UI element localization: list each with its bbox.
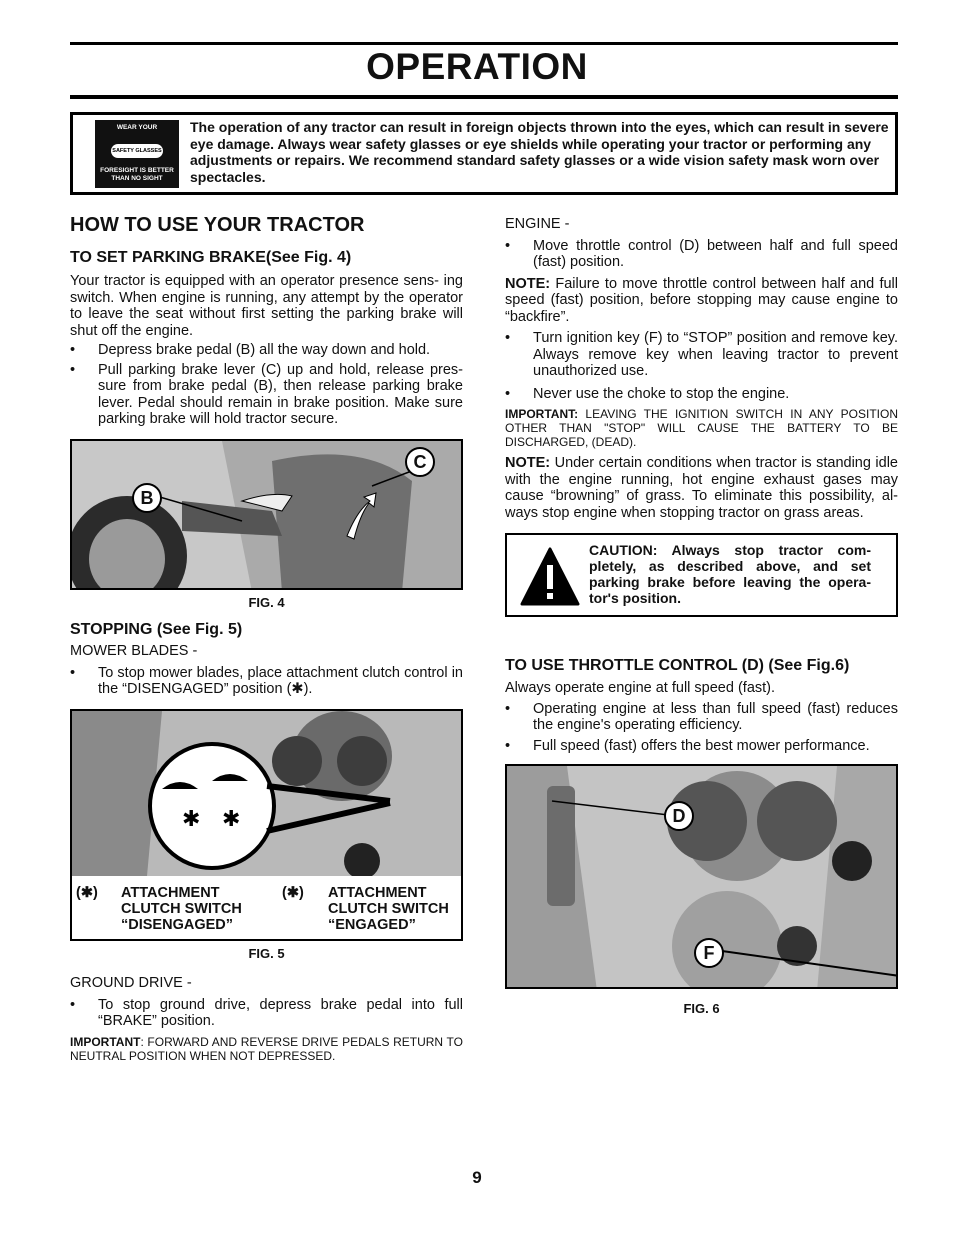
stopping-title: STOPPING (See Fig. 5) xyxy=(70,621,243,638)
clutch-engaged-label: (✱) ATTACHMENT CLUTCH SWITCH “ENGAGED” xyxy=(282,885,449,933)
list-item: • Never use the choke to stop the engine. xyxy=(505,385,790,402)
figure-5-caption: FIG. 5 xyxy=(248,946,285,961)
left-column xyxy=(70,214,463,428)
important-ignition-note: IMPORTANT: LEAVING THE IGNITION SWITCH IN ANY POSITION OTHER THAN "STOP" WILL CAUSE THE BATTERY TO BE DISCHARGED, (DEAD). xyxy=(505,407,898,449)
list-item: • To stop mower blades, place attachment clutch control in the “DISENGAGED” position (✱). xyxy=(70,664,463,697)
list-item: • Turn ignition key (F) to “STOP” position and remove key. Always remove key when leaving tractor to prevent unauthorized use. xyxy=(505,330,898,379)
figure-4-caption: FIG. 4 xyxy=(248,595,285,610)
callout-c: C xyxy=(405,447,435,477)
mower-blades-label: MOWER BLADES - xyxy=(70,643,198,659)
figure-6-caption: FIG. 6 xyxy=(683,1001,720,1016)
warning-triangle-icon xyxy=(520,547,580,607)
page-title: OPERATION xyxy=(366,46,588,87)
figure-5-image xyxy=(70,709,463,941)
parking-brake-title: TO SET PARKING BRAKE(See Fig. 4) xyxy=(70,249,352,266)
caution-box xyxy=(505,533,898,617)
safety-warning-box xyxy=(70,112,898,195)
caution-text: CAUTION: Always stop tractor com- pletely, as described above, and set parking brake before leaving the opera- tor's position. xyxy=(589,542,871,606)
throttle-title: TO USE THROTTLE CONTROL (D) (See Fig.6) xyxy=(505,657,850,674)
list-item: • Depress brake pedal (B) all the way down and hold. xyxy=(70,342,431,358)
clutch-disengaged-icon: (✱) xyxy=(76,885,98,901)
ground-drive-label: GROUND DRIVE - xyxy=(70,975,192,991)
stopping-section xyxy=(70,621,463,698)
svg-text:✱: ✱ xyxy=(222,807,241,832)
important-note: IMPORTANT: FORWARD AND REVERSE DRIVE PEDALS RETURN TO NEUTRAL POSITION WHEN NOT DEPRESSED. xyxy=(70,1034,463,1063)
safety-glasses-badge: WEAR YOUR SAFETY GLASSES FORESIGHT IS BETTER THAN NO SIGHT xyxy=(95,120,179,188)
figure-4-image xyxy=(70,439,463,590)
callout-f: F xyxy=(694,938,724,968)
clutch-disengaged-label: (✱) ATTACHMENT CLUTCH SWITCH “DISENGAGED” xyxy=(76,885,242,933)
list-item: • Operating engine at less than full speed (fast) reduces the engine's operating efficiency. xyxy=(505,700,898,733)
figure-6-image xyxy=(505,764,898,989)
list-item: • Full speed (fast) offers the best mower performance. xyxy=(505,737,870,754)
note-backfire: NOTE: Failure to move throttle control between half and full speed (fast) position, before stopping may cause engine to “backfire”. xyxy=(505,275,898,325)
throttle-intro: Always operate engine at full speed (fast). xyxy=(505,680,776,696)
svg-text:✱: ✱ xyxy=(182,807,201,832)
right-column xyxy=(505,216,898,521)
page-number: 9 xyxy=(472,1168,482,1187)
clutch-disengaged-icon: ✱ xyxy=(291,681,304,697)
clutch-switch-illustration xyxy=(72,711,463,876)
safety-warning-text: The operation of any tractor can result in foreign objects thrown into the eyes, which can result in severe eye damage. Always wear safety glasses or eye shields while operating your tractor or performing any adjustments or repairs. We recommend standard safety glasses or a wide vision safety mask worn over spectacles. xyxy=(190,119,889,185)
parking-brake-intro: Your tractor is equipped with an operator presence sens- ing switch. When engine is running, any attempt by the operator to leave the seat without first setting the parking brake will shut off the engine. xyxy=(70,273,463,339)
list-item: • Move throttle control (D) between half and full speed (fast) position. xyxy=(505,237,898,270)
ground-drive-section xyxy=(70,975,463,1063)
section-heading: HOW TO USE YOUR TRACTOR xyxy=(70,214,365,236)
throttle-section xyxy=(505,657,898,754)
clutch-engaged-icon: (✱) xyxy=(282,885,304,901)
list-item: • To stop ground drive, depress brake pedal into full “BRAKE” position. xyxy=(70,996,463,1029)
header-rule-top xyxy=(70,42,898,45)
engine-label: ENGINE - xyxy=(505,216,570,232)
header-rule-bottom xyxy=(70,95,898,99)
callout-d: D xyxy=(664,801,694,831)
note-browning: NOTE: Under certain conditions when tractor is standing idle with the engine running, hot engine exhaust gases may cause “browning” of grass. To eliminate this possibility, al- ways stop engine when stopping tractor on grass areas. xyxy=(505,455,898,521)
callout-b: B xyxy=(132,483,162,513)
list-item: • Pull parking brake lever (C) up and hold, release pres- sure from brake pedal (B), then release parking brake lever. Pedal should remain in brake position. Make sure parking brake will hold tractor secure. xyxy=(70,361,463,427)
